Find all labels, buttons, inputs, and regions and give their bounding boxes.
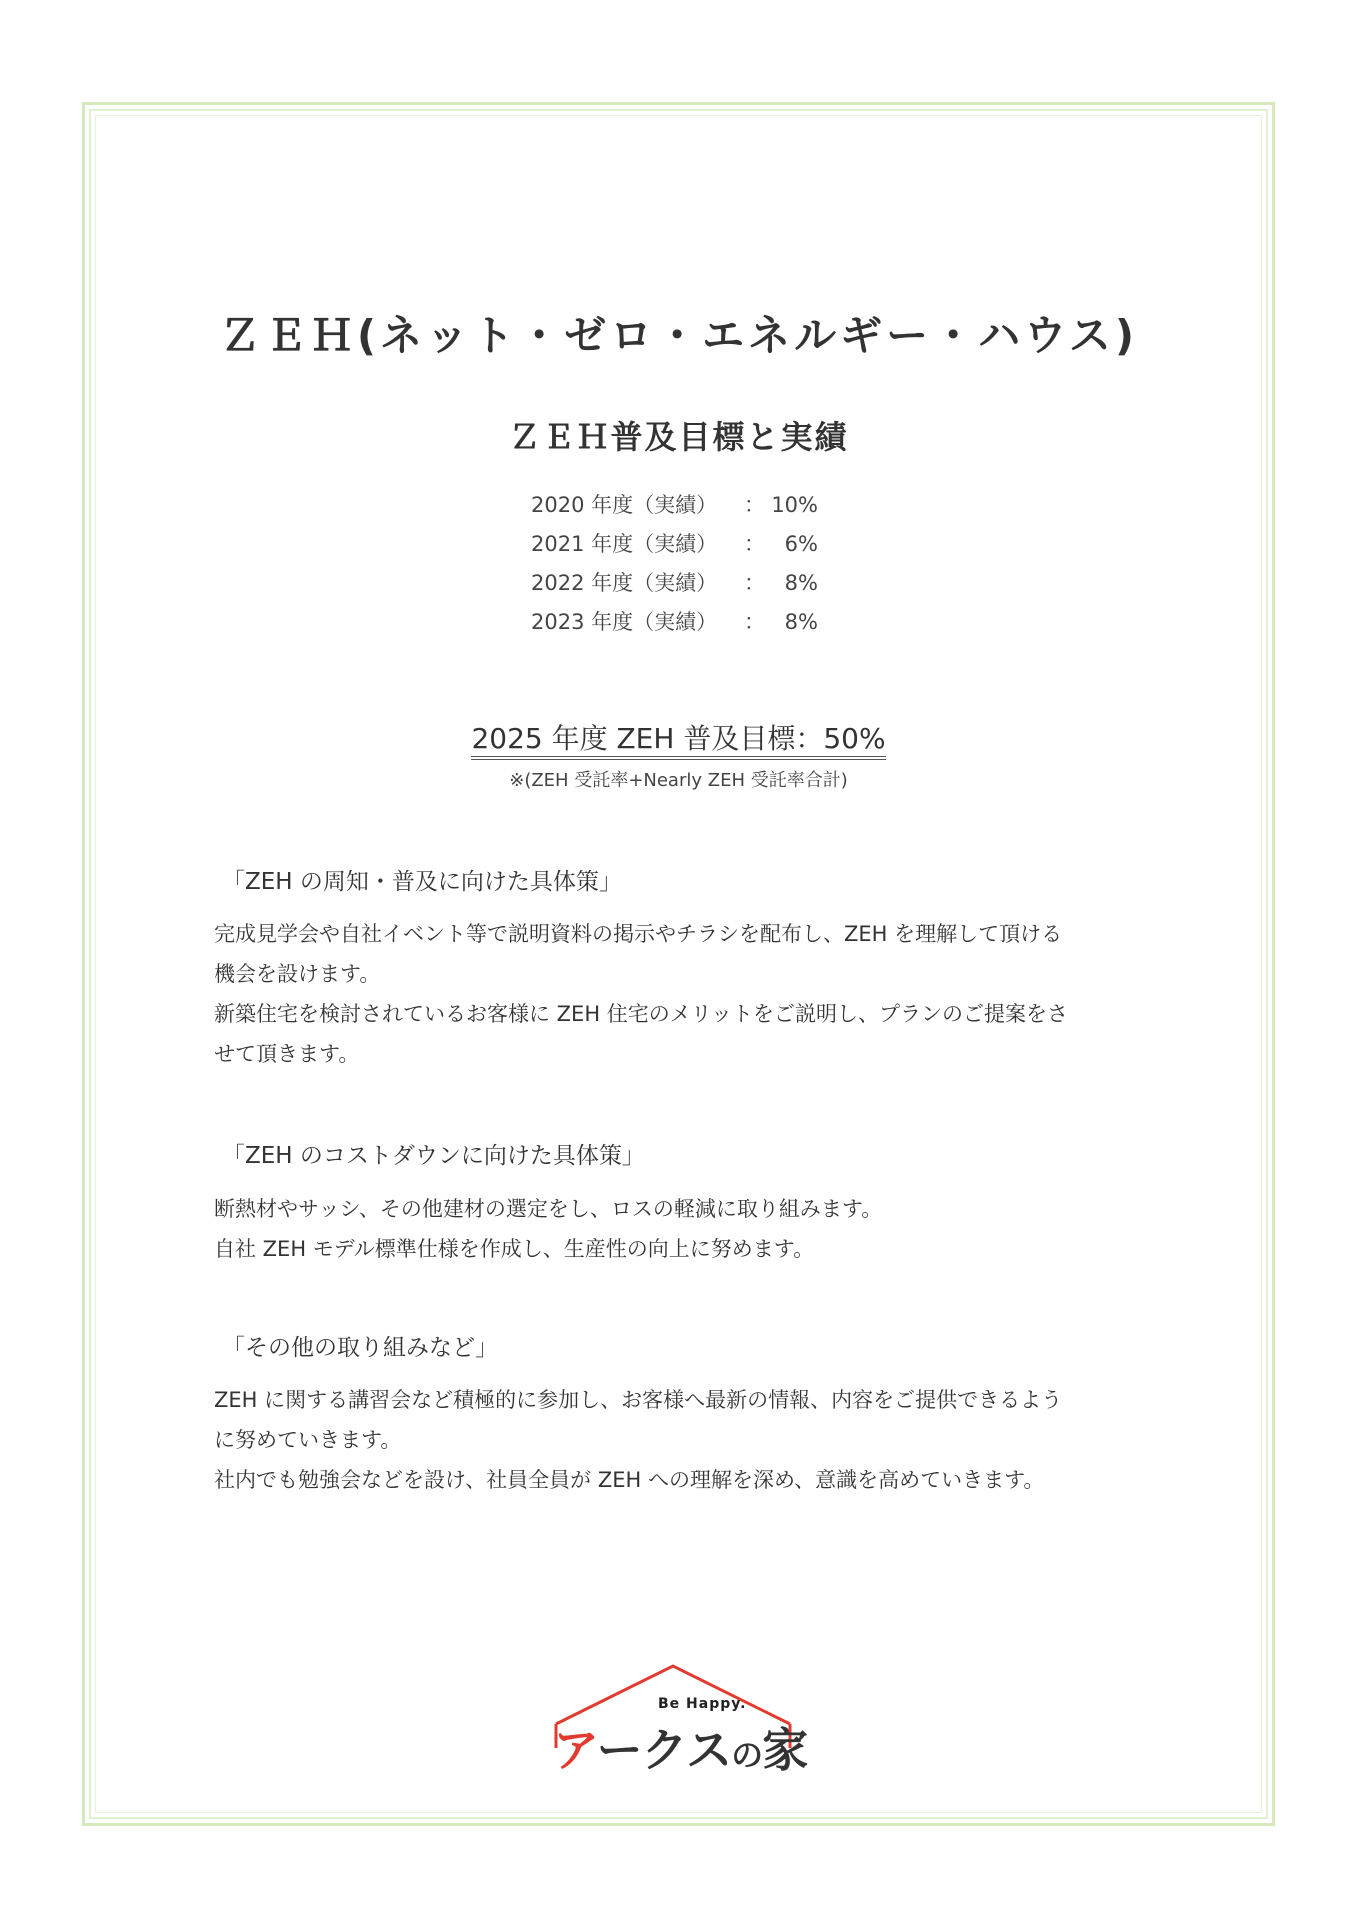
body-line: に努めていきます。 bbox=[214, 1428, 402, 1452]
section-body-promotion bbox=[214, 914, 1144, 1074]
page-subtitle: ＺＥＨ普及目標と実績 bbox=[508, 418, 849, 456]
body-line: 自社 ZEH モデル標準仕様を作成し、生産性の向上に努めます。 bbox=[214, 1237, 815, 1261]
logo-wordmark bbox=[553, 1714, 807, 1780]
goal-heading bbox=[0, 722, 1357, 760]
result-colon: ： bbox=[744, 532, 765, 556]
result-value: 10% bbox=[771, 493, 818, 517]
body-line: 社内でも勉強会などを設け、社員全員が ZEH への理解を深め、意識を高めていきます。 bbox=[214, 1468, 1045, 1492]
result-value: 6% bbox=[784, 532, 818, 556]
goal-text: 2025 年度 ZEH 普及目標：50% bbox=[471, 722, 885, 760]
body-line: 断熱材やサッシ、その他建材の選定をし、ロスの軽減に取り組みます。 bbox=[214, 1197, 883, 1221]
result-value: 8% bbox=[784, 571, 818, 595]
logo-char-a: ア bbox=[553, 1723, 597, 1777]
section-body-other bbox=[214, 1380, 1144, 1500]
section-body-cost bbox=[214, 1189, 1144, 1269]
result-row bbox=[531, 564, 851, 603]
result-row bbox=[531, 486, 851, 525]
section-heading-cost: 「ZEH のコストダウンに向けた具体策」 bbox=[222, 1143, 645, 1169]
result-colon: ： bbox=[744, 571, 765, 595]
logo-char-no: の bbox=[731, 1736, 763, 1774]
result-row bbox=[531, 603, 851, 642]
result-colon: ： bbox=[744, 493, 765, 517]
result-year: 2022 年度（実績） bbox=[531, 571, 718, 595]
section-heading-promotion: 「ZEH の周知・普及に向けた具体策」 bbox=[222, 869, 622, 895]
result-row bbox=[531, 525, 851, 564]
body-line: 新築住宅を検討されているお客様に ZEH 住宅のメリットをご説明し、プランのご提案をさ bbox=[214, 1002, 1068, 1026]
body-line: せて頂きます。 bbox=[214, 1042, 360, 1066]
body-line: 機会を設けます。 bbox=[214, 962, 381, 986]
result-year: 2021 年度（実績） bbox=[531, 532, 718, 556]
body-line: ZEH に関する講習会など積極的に参加し、お客様へ最新の情報、内容をご提供できるよう bbox=[214, 1388, 1063, 1412]
result-value: 8% bbox=[784, 610, 818, 634]
section-heading-other: 「その他の取り組みなど」 bbox=[222, 1335, 498, 1361]
logo-chars-rest: ークス bbox=[596, 1723, 732, 1777]
company-logo bbox=[548, 1662, 808, 1782]
goal-note: ※(ZEH 受託率+Nearly ZEH 受託率合計) bbox=[509, 770, 848, 791]
page-title: ＺＥＨ(ネット・ゼロ・エネルギー・ハウス) bbox=[218, 311, 1139, 360]
logo-char-ie: 家 bbox=[762, 1723, 808, 1777]
result-colon: ： bbox=[744, 610, 765, 634]
result-year: 2020 年度（実績） bbox=[531, 493, 718, 517]
results-list bbox=[531, 486, 851, 642]
logo-tagline: Be Happy. bbox=[658, 1696, 747, 1712]
result-year: 2023 年度（実績） bbox=[531, 610, 718, 634]
body-line: 完成見学会や自社イベント等で説明資料の掲示やチラシを配布し、ZEH を理解して頂ける bbox=[214, 922, 1063, 946]
